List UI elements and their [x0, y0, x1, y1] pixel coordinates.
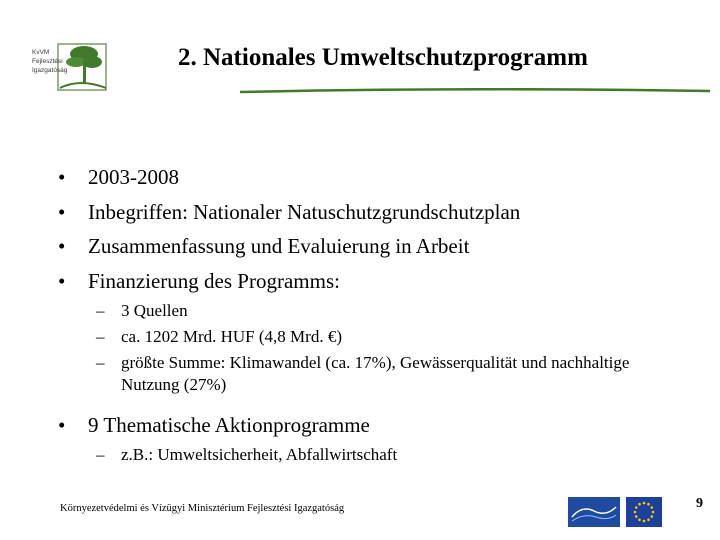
eu-programme-logo-icon	[568, 497, 620, 527]
sub-bullet-text: größte Summe: Klimawandel (ca. 17%), Gewässerqualität und nachhaltige Nutzung (27%)	[121, 353, 630, 394]
logo-line-1: KvVM	[32, 49, 50, 56]
sub-bullet-text: 3 Quellen	[121, 301, 188, 320]
bullet-marker: •	[58, 199, 66, 224]
sub-bullet-list	[96, 444, 641, 470]
bullet-item	[58, 412, 370, 438]
sub-bullet-list	[96, 300, 641, 400]
sub-bullet-item	[96, 300, 641, 322]
dash-marker: –	[96, 445, 105, 464]
bullet-marker: •	[58, 268, 66, 293]
footer-ministry-name: Környezetvédelmi és Vízügyi Minisztérium Fejlesztési Igazgatóság	[60, 503, 345, 514]
sub-bullet-item	[96, 352, 641, 396]
logo-line-3: Igazgatóság	[32, 67, 68, 74]
sub-bullet-text: z.B.: Umweltsicherheit, Abfallwirtschaft	[121, 445, 398, 464]
eu-flag-icon	[626, 497, 662, 527]
sub-bullet-item	[96, 326, 641, 348]
bullet-text: Zusammenfassung und Evaluierung in Arbeit	[88, 234, 470, 258]
bullet-text: 2003-2008	[88, 165, 179, 189]
page-number: 9	[696, 496, 703, 511]
dash-marker: –	[96, 327, 105, 346]
bullet-text: Finanzierung des Programms:	[88, 268, 340, 293]
dash-marker: –	[96, 301, 105, 320]
bullet-text: Inbegriffen: Nationaler Natuschutzgrundschutzplan	[88, 199, 521, 224]
bullet-marker: •	[58, 234, 66, 258]
title-underline	[240, 88, 710, 94]
slide-title: 2. Nationales Umweltschutzprogramm	[178, 44, 588, 71]
bullet-marker: •	[58, 413, 66, 437]
sub-bullet-text: ca. 1202 Mrd. HUF (4,8 Mrd. €)	[121, 327, 342, 346]
bullet-marker: •	[58, 165, 66, 189]
bullet-text: 9 Thematische Aktionprogramme	[88, 413, 370, 437]
logo-line-2: Fejlesztési	[32, 58, 63, 65]
dash-marker: –	[96, 353, 105, 372]
sub-bullet-item	[96, 444, 641, 466]
ministry-logo	[30, 38, 110, 96]
